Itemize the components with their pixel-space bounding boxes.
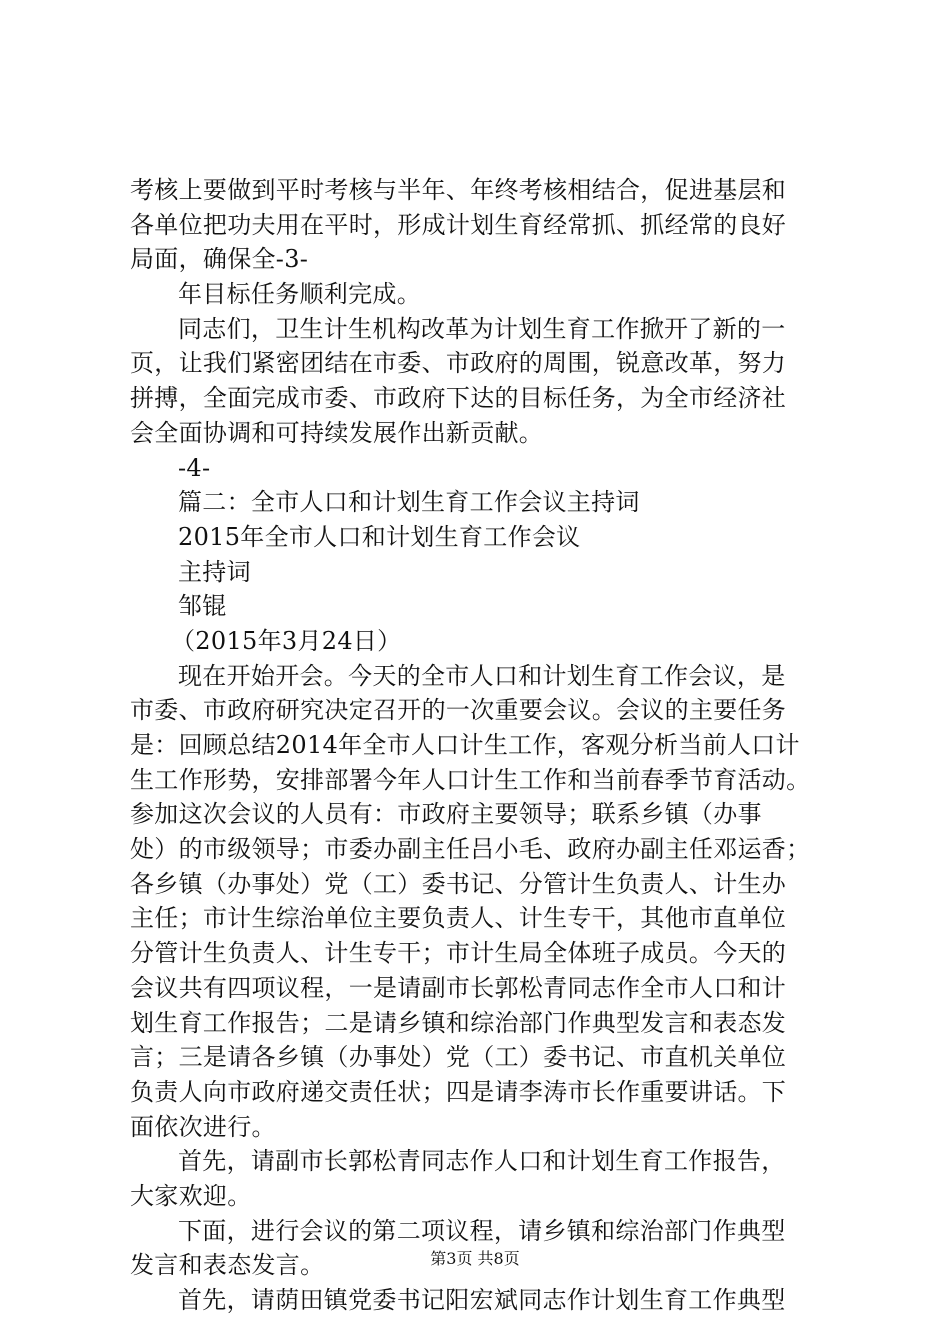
text-line: 负责人向市政府递交责任状；四是请李涛市长作重要讲话。下 bbox=[130, 1077, 787, 1106]
page-footer bbox=[0, 1246, 950, 1269]
page-indicator: 第3页 共8页 bbox=[430, 1249, 520, 1268]
document-title: 2015年全市人口和计划生育工作会议 bbox=[178, 522, 581, 551]
text-line: 首先，请荫田镇党委书记阳宏斌同志作计划生育工作典型 bbox=[178, 1286, 786, 1314]
page-marker: -4- bbox=[178, 453, 211, 482]
text-line: 页，让我们紧密团结在市委、市政府的周围，锐意改革，努力 bbox=[130, 349, 787, 378]
text-line: 面依次进行。 bbox=[130, 1112, 276, 1141]
author-name: 邹锟 bbox=[178, 592, 227, 621]
text-line: 分管计生负责人、计生专干；市计生局全体班子成员。今天的 bbox=[130, 939, 787, 968]
text-line: 首先，请副市长郭松青同志作人口和计划生育工作报告， bbox=[178, 1147, 786, 1176]
text-line: 下面，进行会议的第二项议程，请乡镇和综治部门作典型 bbox=[178, 1216, 786, 1245]
section-heading: 篇二：全市人口和计划生育工作会议主持词 bbox=[178, 488, 640, 517]
text-line: 拼搏，全面完成市委、市政府下达的目标任务，为全市经济社 bbox=[130, 384, 787, 413]
text-line: 现在开始开会。今天的全市人口和计划生育工作会议，是 bbox=[178, 661, 786, 690]
text-line: 参加这次会议的人员有：市政府主要领导；联系乡镇（办事 bbox=[130, 800, 762, 829]
text-line: 生工作形势，安排部署今年人口计生工作和当前春季节育活动。 bbox=[130, 765, 811, 794]
document-body bbox=[130, 173, 830, 1318]
text-line: 年目标任务顺利完成。 bbox=[178, 280, 421, 309]
text-line: 言；三是请各乡镇（办事处）党（工）委书记、市直机关单位 bbox=[130, 1043, 787, 1072]
text-line: 会全面协调和可持续发展作出新贡献。 bbox=[130, 418, 544, 447]
document-date: （2015年3月24日） bbox=[171, 626, 402, 655]
text-line: 发言和表态发言。 bbox=[130, 1251, 325, 1280]
text-line: 各单位把功夫用在平时，形成计划生育经常抓、抓经常的良好 bbox=[130, 210, 787, 239]
text-line: 划生育工作报告；二是请乡镇和综治部门作典型发言和表态发 bbox=[130, 1008, 787, 1037]
text-line: 市委、市政府研究决定召开的一次重要会议。会议的主要任务 bbox=[130, 696, 787, 725]
document-subtitle: 主持词 bbox=[178, 557, 251, 586]
text-line: 局面，确保全-3- bbox=[130, 245, 309, 274]
text-line: 各乡镇（办事处）党（工）委书记、分管计生负责人、计生办 bbox=[130, 869, 787, 898]
text-line: 主任；市计生综治单位主要负责人、计生专干，其他市直单位 bbox=[130, 904, 787, 933]
text-line: 会议共有四项议程，一是请副市长郭松青同志作全市人口和计 bbox=[130, 973, 787, 1002]
text-line: 是：回顾总结2014年全市人口计生工作，客观分析当前人口计 bbox=[130, 731, 800, 759]
text-line: 考核上要做到平时考核与半年、年终考核相结合，促进基层和 bbox=[130, 176, 787, 204]
text-line: 大家欢迎。 bbox=[130, 1181, 252, 1210]
text-line: 处）的市级领导；市委办副主任吕小毛、政府办副主任邓运香； bbox=[130, 835, 811, 864]
text-line: 同志们，卫生计生机构改革为计划生育工作掀开了新的一 bbox=[178, 314, 786, 343]
